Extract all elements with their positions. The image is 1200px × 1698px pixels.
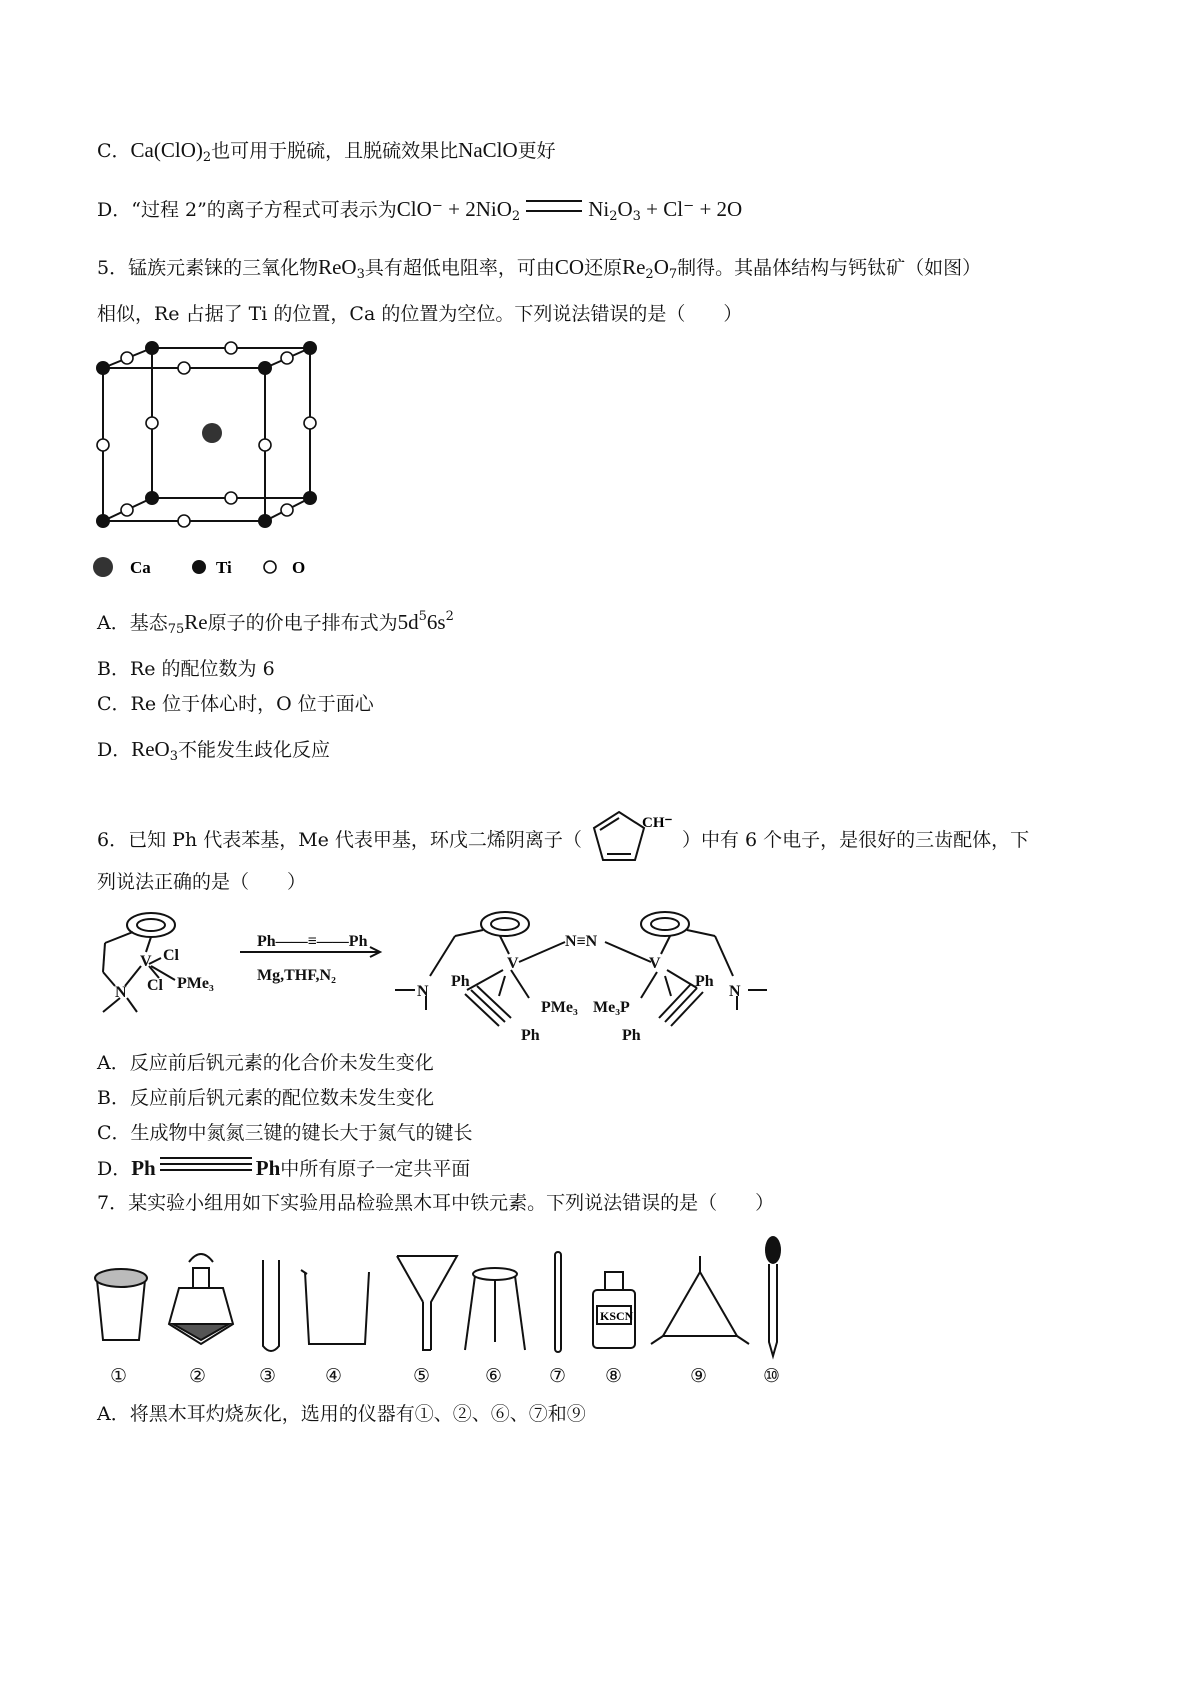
dropper-icon [769,1264,777,1356]
item-number: ④ [325,1365,343,1387]
formula-caclo2: Ca(ClO) [130,138,203,162]
label-ph: Ph [622,1027,641,1044]
q7-option-a: A．将黑木耳灼烧灰化，选用的仪器有①、②、⑥、⑦和⑨ [97,1403,586,1425]
legend-ca-label: Ca [130,558,151,577]
q5-stem-line1 [97,253,981,282]
clay-triangle-icon [663,1272,737,1336]
q6-option-d [97,1154,470,1183]
element-re: Re [184,610,208,634]
subscript: 3 [356,267,365,282]
legend-o-marker [264,561,276,573]
legend-ca-marker [93,557,113,577]
label-cl: Cl [147,977,163,994]
ion-label: CH⁻ [641,815,673,831]
q7-stem: 7．某实验小组用如下实验用品检验黑木耳中铁元素。下列说法错误的是（ ） [97,1192,775,1214]
item-number: ⑤ [413,1365,431,1387]
label-cl: Cl [163,947,179,964]
o-atom [225,342,237,354]
ti-atom [258,514,272,528]
ti-atom [96,514,110,528]
subscript: 2 [645,267,654,282]
triple-bond [160,1157,252,1171]
formula-co: CO [554,255,585,279]
option-text: 中所有原子一定共平面 [280,1158,471,1180]
formula-reo3: ReO [318,255,357,279]
label-pme3: PMe₃ [541,999,578,1016]
item-number: ⑥ [485,1365,503,1387]
q5-option-c: C．Re 位于体心时，O 位于面心 [97,693,374,715]
legend-o-label: O [292,558,306,577]
label-ph: Ph [521,1027,540,1044]
bottle-label: KSCN [600,1309,634,1323]
q4-option-c [97,136,556,165]
equation-rhs: O [617,197,633,221]
ti-atom [96,361,110,375]
o-atom [97,439,109,451]
option-prefix: D． [97,739,132,761]
perovskite-cell-figure [85,335,335,590]
item-number: ① [110,1365,128,1387]
o-atom [121,352,133,364]
test-tube-icon [263,1260,279,1351]
option-text: 原子的价电子排布式为 [207,612,398,634]
stem-text: 制得。其晶体结构与钙钛矿（如图） [677,257,982,279]
option-prefix: A．基态 [97,612,168,634]
label-pme3: PMe₃ [177,975,214,992]
item-number: ⑧ [605,1365,623,1387]
ti-atom [145,341,159,355]
o-atom [178,362,190,374]
option-text: 不能发生歧化反应 [178,739,331,761]
label-ph: Ph [451,973,470,990]
q6-stem-line2: 列说法正确的是（ ） [97,871,307,893]
equation-lhs: ClO⁻ + 2NiO [396,197,512,221]
subscript: 3 [632,209,641,224]
superscript: 2 [445,609,454,624]
arrow-reagent-top: Ph——≡——Ph [257,933,368,950]
arrow-reagent-bottom: Mg,THF,N₂ [257,967,336,984]
ti-atom [303,341,317,355]
o-atom [281,504,293,516]
option-text: 更好 [517,140,556,162]
o-atom [121,504,133,516]
item-number: ⑩ [763,1365,781,1387]
formula-ph: Ph [255,1156,281,1180]
q4-option-d [97,195,742,224]
glass-rod-icon [555,1252,561,1352]
legend-ti-label: Ti [216,558,232,577]
label-n: N [729,983,741,1000]
item-number: ⑦ [549,1365,567,1387]
option-prefix: D． [97,199,132,221]
atomic-number: 75 [167,622,185,637]
q5-option-a [97,608,454,637]
q5-option-d [97,735,330,764]
legend-ti-marker [192,560,206,574]
option-prefix: C． [97,140,131,162]
q6-option-b: B．反应前后钒元素的配位数未发生变化 [97,1087,434,1109]
equation-rhs: + Cl⁻ + 2O [640,197,743,221]
formula-naclo: NaClO [458,138,518,162]
ti-atom [145,491,159,505]
superscript: 5 [418,609,427,624]
label-me3p: Me₃P [593,999,630,1016]
o-atom [304,417,316,429]
beaker-icon [305,1272,369,1344]
label-v: V [507,955,519,972]
option-text: 也可用于脱硫，且脱硫效果比 [211,140,459,162]
equation-rhs: Ni [588,197,610,221]
item-number: ③ [259,1365,277,1387]
o-atom [259,439,271,451]
formula-ph: Ph [131,1156,156,1180]
vanadium-reaction-figure [85,900,785,1050]
option-prefix: D． [97,1158,132,1180]
equals-sign [526,200,582,212]
formula-re2o7: Re [622,255,646,279]
label-v: V [140,953,152,970]
formula-reo3: ReO [131,737,170,761]
ti-atom [303,491,317,505]
label-n: N [115,984,127,1001]
electron-config: 5d [397,610,419,634]
subscript: 2 [202,150,212,165]
subscript: 2 [609,209,618,224]
ti-atom [258,361,272,375]
label-n: N [417,983,429,1000]
cp-ring [127,913,175,937]
electron-config: 6s [426,610,446,634]
label-ph: Ph [695,973,714,990]
ca-atom [202,423,222,443]
o-atom [178,515,190,527]
tripod-icon [473,1268,517,1280]
o-atom [281,352,293,364]
stem-text: 具有超低电阻率，可由 [364,257,555,279]
stem-text: 还原 [584,257,623,279]
stem-text: 5．锰族元素铼的三氧化物 [97,257,319,279]
q5-option-b: B．Re 的配位数为 6 [97,658,275,680]
q6-stem-line1 [97,808,1029,868]
option-text: “过程 2”的离子方程式可表示为 [131,199,397,221]
stem-text: 6．已知 Ph 代表苯基，Me 代表甲基，环戊二烯阴离子（ [97,829,582,851]
subscript: 7 [668,267,678,282]
q6-option-a: A．反应前后钒元素的化合价未发生变化 [97,1052,434,1074]
subscript: 3 [169,749,179,764]
o-atom [225,492,237,504]
item-number: ⑨ [690,1365,708,1387]
label-n2: N≡N [565,933,598,950]
lab-apparatus-figure [85,1232,805,1392]
stem-text: ）中有 6 个电子，是很好的三齿配体，下 [681,829,1030,851]
item-number: ② [189,1365,207,1387]
q5-stem-line2: 相似，Re 占据了 Ti 的位置，Ca 的位置为空位。下列说法错误的是（ ） [97,303,743,325]
crucible-icon [97,1280,145,1340]
o-atom [146,417,158,429]
cyclopentadienyl-ion-icon [582,808,682,868]
subscript: 2 [511,209,521,224]
q6-option-c: C．生成物中氮氮三键的键长大于氮气的键长 [97,1122,473,1144]
label-v: V [649,955,661,972]
formula-re2o7: O [653,255,669,279]
